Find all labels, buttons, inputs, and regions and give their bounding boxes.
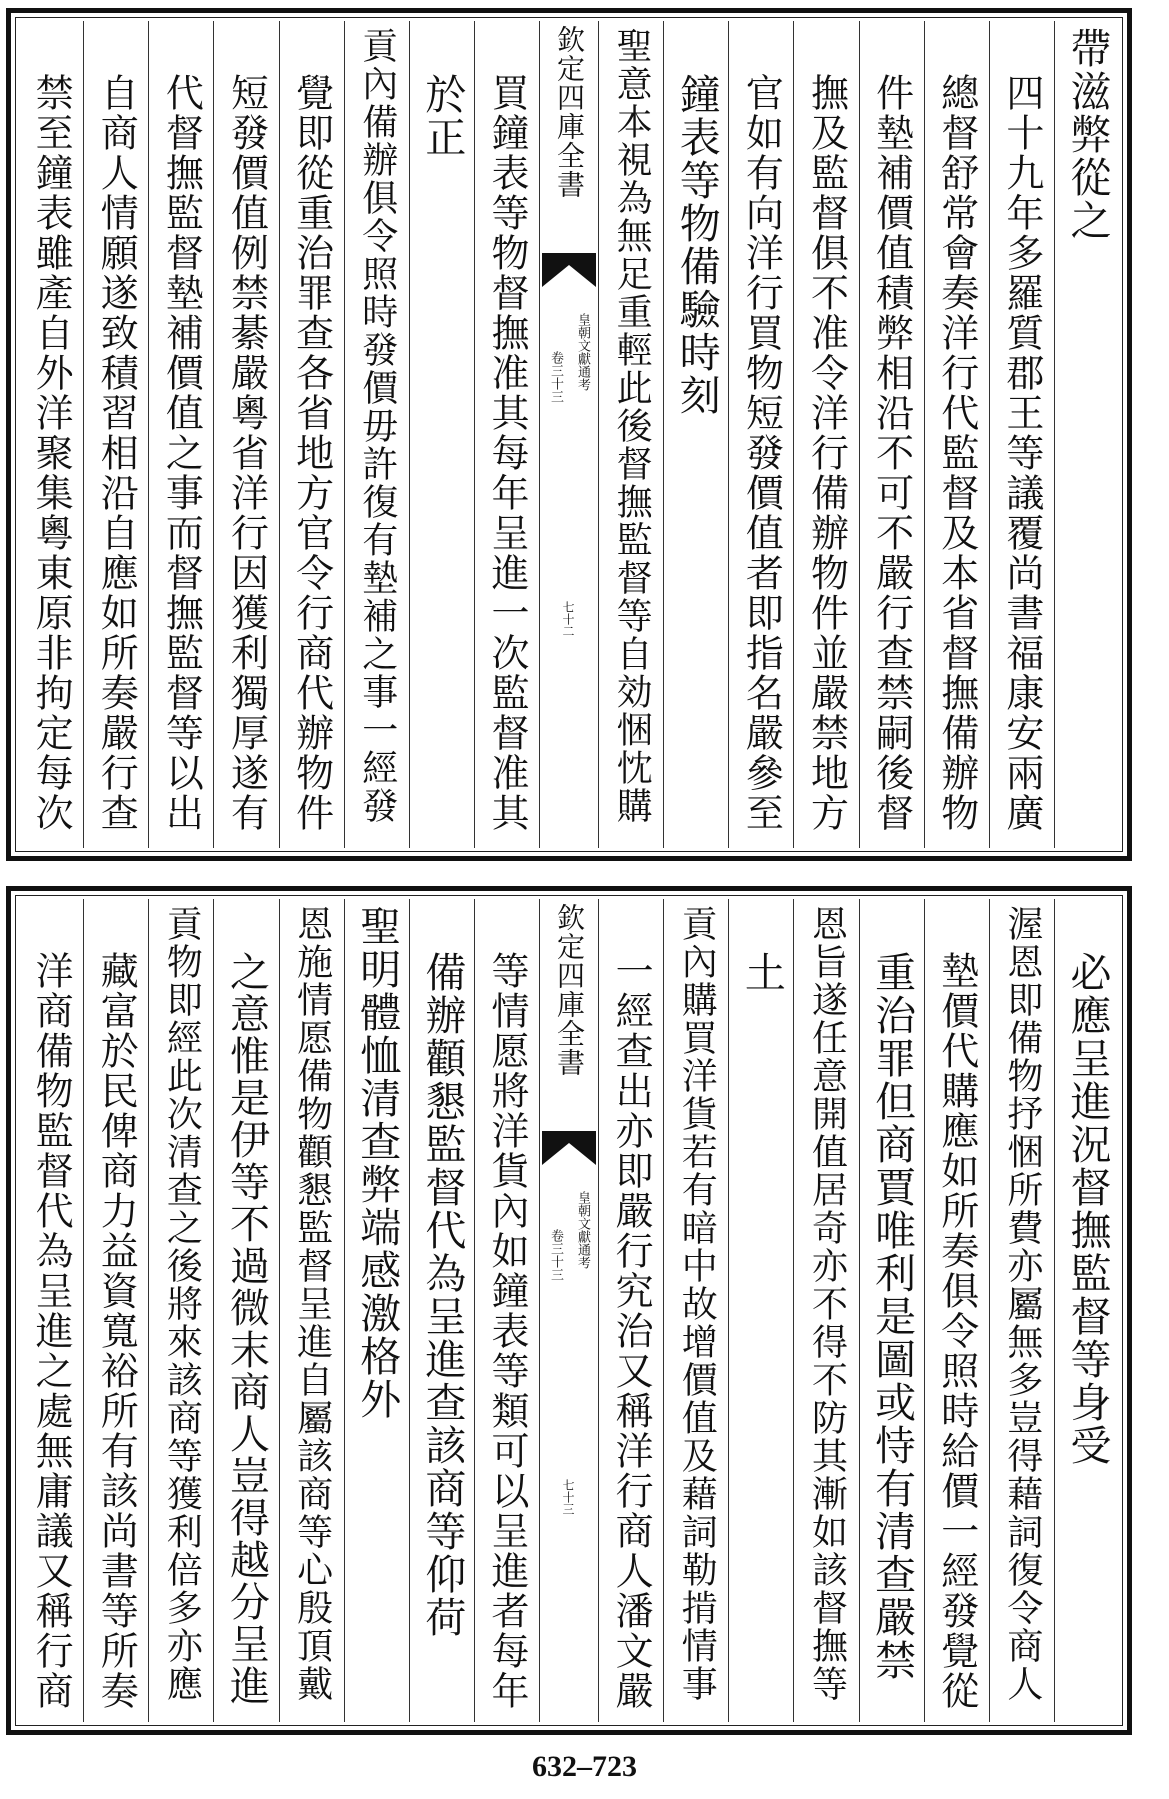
text-column bbox=[728, 899, 793, 1722]
center-fold-column bbox=[539, 899, 598, 1722]
text-column bbox=[148, 21, 213, 848]
column-text: 渥恩即備物抒悃所費亦屬無多豈得藉詞復令商人 bbox=[1001, 905, 1043, 1703]
source-title: 皇朝文獻通考 bbox=[575, 1191, 590, 1269]
text-column bbox=[793, 899, 858, 1722]
column-text: 於正 bbox=[418, 73, 467, 159]
column-text: 恩旨遂任意開值居奇亦不得不防其漸如該督撫等 bbox=[806, 905, 848, 1703]
text-column bbox=[19, 21, 83, 848]
fish-tail-ornament bbox=[542, 253, 596, 287]
column-text: 禁至鐘表雖產自外洋聚集粵東原非拘定每次 bbox=[29, 73, 74, 833]
text-column bbox=[279, 899, 344, 1722]
page-reference: 632–723 bbox=[532, 1750, 637, 1783]
text-column bbox=[213, 899, 278, 1722]
column-text: 必應呈進況督撫監督等身受 bbox=[1063, 951, 1112, 1467]
volume-number: 卷三十三 bbox=[548, 1229, 563, 1281]
column-text: 聖明體恤清查弊端感激格外 bbox=[353, 905, 402, 1421]
column-text: 鐘表等物備驗時刻 bbox=[672, 73, 721, 417]
column-text: 代督撫監督墊補價值之事而督撫監督等以出 bbox=[159, 73, 204, 833]
column-text: 撫及監督俱不准令洋行備辦物件並嚴禁地方 bbox=[804, 73, 849, 833]
text-column bbox=[474, 899, 539, 1722]
text-column bbox=[793, 21, 858, 848]
folio-number: 七十三 bbox=[561, 1479, 575, 1515]
bottom-page-frame bbox=[6, 886, 1132, 1735]
center-fold-column bbox=[539, 21, 598, 848]
column-text: 短發價值例禁綦嚴粵省洋行因獲利獨厚遂有 bbox=[224, 73, 269, 833]
text-column bbox=[344, 21, 409, 848]
column-text: 聖意本視為無足重輕此後督撫監督等自効悃忱購 bbox=[611, 27, 653, 825]
fish-tail-ornament bbox=[542, 1131, 596, 1165]
text-column bbox=[663, 21, 728, 848]
text-column bbox=[83, 21, 148, 848]
column-text: 四十九年多羅質郡王等議覆尚書福康安兩廣 bbox=[999, 73, 1044, 833]
column-text: 貢內購買洋貨若有暗中故增價值及藉詞勒掯情事 bbox=[676, 905, 718, 1703]
column-text: 之意惟是伊等不過微末商人豈得越分呈進 bbox=[223, 951, 270, 1707]
column-text: 洋商備物監督代為呈進之處無庸議又稱行商 bbox=[29, 951, 74, 1711]
text-column bbox=[598, 21, 663, 848]
column-text: 總督舒常會奏洋行代監督及本省督撫備辦物 bbox=[934, 73, 979, 833]
column-text: 恩施情愿備物顴懇監督呈進自屬該商等心殷頂戴 bbox=[291, 905, 333, 1703]
column-text: 墊價代購應如所奏俱令照時給價一經發覺從 bbox=[934, 951, 979, 1711]
text-column bbox=[409, 21, 474, 848]
column-text: 重治罪但商賈唯利是圖或恃有清查嚴禁 bbox=[868, 951, 917, 1682]
bottom-page-columns bbox=[19, 899, 1119, 1722]
text-column bbox=[83, 899, 148, 1722]
text-column bbox=[19, 899, 83, 1722]
column-text: 買鐘表等物督撫准其每年呈進一次監督准其 bbox=[484, 73, 529, 833]
text-column bbox=[598, 899, 663, 1722]
text-column bbox=[859, 899, 924, 1722]
column-text: 自商人情願遂致積習相沿自應如所奏嚴行查 bbox=[94, 73, 139, 833]
text-column bbox=[474, 21, 539, 848]
text-column bbox=[728, 21, 793, 848]
column-text: 等情愿將洋貨內如鐘表等類可以呈進者每年 bbox=[484, 951, 529, 1711]
text-column bbox=[989, 899, 1054, 1722]
column-text: 備辦顴懇監督代為呈進查該商等仰荷 bbox=[418, 951, 467, 1639]
volume-number: 卷三十三 bbox=[548, 351, 563, 403]
text-column bbox=[148, 899, 213, 1722]
column-text: 官如有向洋行買物短發價值者即指名嚴參至 bbox=[739, 73, 784, 833]
column-text: 帶滋弊從之 bbox=[1063, 27, 1112, 242]
book-title: 欽定四庫全書 bbox=[553, 903, 586, 1077]
column-text: 土 bbox=[737, 951, 786, 994]
text-column bbox=[859, 21, 924, 848]
top-page-frame bbox=[6, 8, 1132, 861]
column-text: 貢內備辦俱令照時發價毋許復有墊補之事一經發 bbox=[356, 27, 398, 825]
source-title: 皇朝文獻通考 bbox=[575, 313, 590, 391]
text-column bbox=[1054, 899, 1119, 1722]
text-column bbox=[344, 899, 409, 1722]
column-text: 一經查出亦即嚴行究治又稱洋行商人潘文嚴 bbox=[609, 951, 654, 1711]
text-column bbox=[409, 899, 474, 1722]
text-column bbox=[924, 899, 989, 1722]
text-column bbox=[663, 899, 728, 1722]
text-column bbox=[989, 21, 1054, 848]
column-text: 貢物即經此次清查之後將來該商等獲利倍多亦應 bbox=[161, 905, 203, 1703]
column-text: 藏富於民俾商力益資寬裕所有該尚書等所奏 bbox=[94, 951, 139, 1711]
text-column bbox=[1054, 21, 1119, 848]
book-title: 欽定四庫全書 bbox=[553, 25, 586, 199]
text-column bbox=[213, 21, 278, 848]
column-text: 覺即從重治罪查各省地方官令行商代辦物件 bbox=[289, 73, 334, 833]
top-page-columns bbox=[19, 21, 1119, 848]
column-text: 件墊補價值積弊相沿不可不嚴行查禁嗣後督 bbox=[869, 73, 914, 833]
folio-number: 七十二 bbox=[561, 601, 575, 637]
text-column bbox=[924, 21, 989, 848]
text-column bbox=[279, 21, 344, 848]
